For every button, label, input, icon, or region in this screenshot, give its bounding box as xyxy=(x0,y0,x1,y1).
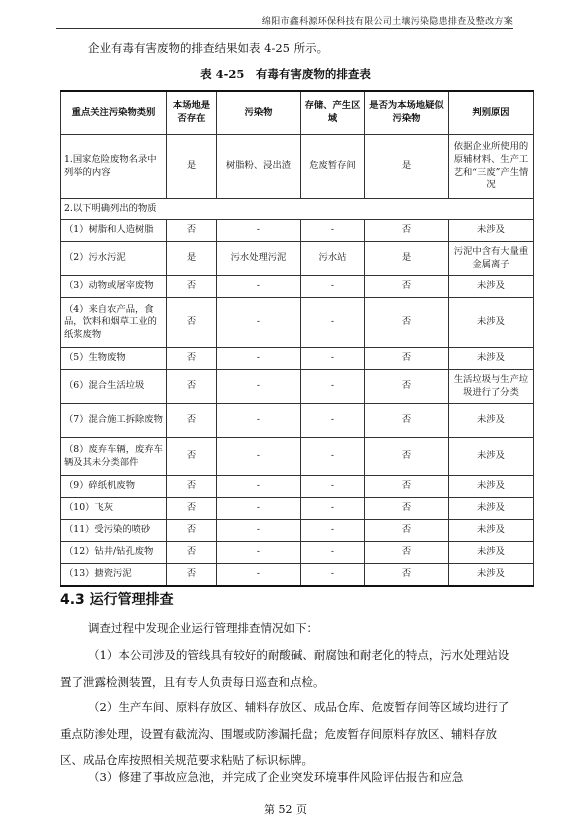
cell-suspected: 否 xyxy=(365,438,449,476)
cell-area: 危废暂存间 xyxy=(301,135,365,199)
cell-suspected: 否 xyxy=(365,348,449,370)
cell-suspected: 否 xyxy=(365,404,449,438)
cell-category: （1）树脂和人造树脂 xyxy=(61,220,167,242)
cell-area: - xyxy=(301,564,365,586)
cell-suspected: 否 xyxy=(365,564,449,586)
cell-pollutant: - xyxy=(217,404,301,438)
col-header-suspected: 是否为本场地疑似污染物 xyxy=(365,91,449,135)
cell-area: 污水站 xyxy=(301,242,365,276)
cell-reason: 未涉及 xyxy=(449,520,534,542)
table-row xyxy=(61,348,534,370)
col-header-category: 重点关注污染物类别 xyxy=(61,91,167,135)
table-row xyxy=(61,438,534,476)
table-row xyxy=(61,135,534,199)
table-row xyxy=(61,564,534,586)
table-section-row xyxy=(61,199,534,220)
cell-category: （4）来自农产品，食品，饮料和烟草工业的纸浆废物 xyxy=(61,298,167,348)
page-number: 第 52 页 xyxy=(264,803,307,816)
cell-area: - xyxy=(301,276,365,298)
cell-exists: 否 xyxy=(167,476,217,498)
header-rule xyxy=(56,28,513,29)
table-row xyxy=(61,220,534,242)
cell-exists: 否 xyxy=(167,276,217,298)
cell-reason: 污泥中含有大量重金属离子 xyxy=(449,242,534,276)
cell-suspected: 是 xyxy=(365,242,449,276)
table-row xyxy=(61,370,534,404)
cell-exists: 否 xyxy=(167,298,217,348)
intro-text: 企业有毒有害废物的排查结果如表 4-25 所示。 xyxy=(88,41,329,55)
cell-reason: 未涉及 xyxy=(449,542,534,564)
table-caption: 表 4-25 有毒有害废物的排查表 xyxy=(200,67,371,81)
cell-category: （5）生物废物 xyxy=(61,348,167,370)
paragraph: （2）生产车间、原料存放区、辅料存放区、成品仓库、危废暂存间等区域均进行了重点防渗处理，设置有截流沟、围堰或防渗漏托盘；危废暂存间原料存放区、辅料存放区、成品仓库按照相关规范要求粘贴了标识标牌。 xyxy=(60,700,510,767)
cell-exists: 否 xyxy=(167,370,217,404)
cell-category: （13）搪瓷污泥 xyxy=(61,564,167,586)
cell-exists: 否 xyxy=(167,564,217,586)
cell-reason: 未涉及 xyxy=(449,348,534,370)
cell-suspected: 否 xyxy=(365,370,449,404)
waste-screening-table xyxy=(60,90,534,587)
cell-pollutant: - xyxy=(217,498,301,520)
table-row xyxy=(61,520,534,542)
cell-pollutant: - xyxy=(217,438,301,476)
cell-reason: 生活垃圾与生产垃圾进行了分类 xyxy=(449,370,534,404)
table-row xyxy=(61,498,534,520)
cell-exists: 否 xyxy=(167,404,217,438)
page-header: 绵阳市鑫科源环保科技有限公司土壤污染隐患排查及整改方案 xyxy=(261,17,513,27)
cell-reason: 未涉及 xyxy=(449,476,534,498)
cell-reason: 未涉及 xyxy=(449,276,534,298)
cell-area: - xyxy=(301,498,365,520)
cell-exists: 否 xyxy=(167,438,217,476)
section-title: 4.3 运行管理排查 xyxy=(60,592,174,608)
cell-area: - xyxy=(301,404,365,438)
cell-pollutant: 树脂粉、浸出渣 xyxy=(217,135,301,199)
paragraph: 调查过程中发现企业运行管理排查情况如下： xyxy=(88,621,318,635)
table-header-row xyxy=(61,91,534,135)
cell-category: 1.国家危险废物名录中列举的内容 xyxy=(61,135,167,199)
cell-area: - xyxy=(301,348,365,370)
col-header-pollutant: 污染物 xyxy=(217,91,301,135)
col-header-reason: 判别原因 xyxy=(449,91,534,135)
cell-pollutant: - xyxy=(217,542,301,564)
cell-suspected: 否 xyxy=(365,220,449,242)
paragraph: （3）修建了事故应急池，并完成了企业突发环境事件风险评估报告和应急 xyxy=(88,770,464,784)
section-row-label: 2.以下明确列出的物质 xyxy=(61,199,534,220)
paragraph: （1）本公司涉及的管线具有较好的耐酸碱、耐腐蚀和耐老化的特点，污水处理站设置了泄露检测装置，且有专人负责每日巡查和点检。 xyxy=(60,648,510,689)
cell-area: - xyxy=(301,476,365,498)
cell-category: （2）污水污泥 xyxy=(61,242,167,276)
table-row xyxy=(61,276,534,298)
cell-category: （11）受污染的喷砂 xyxy=(61,520,167,542)
cell-area: - xyxy=(301,438,365,476)
cell-category: （6）混合生活垃圾 xyxy=(61,370,167,404)
cell-category: （12）钻井/钻孔废物 xyxy=(61,542,167,564)
table-row xyxy=(61,298,534,348)
cell-pollutant: 污水处理污泥 xyxy=(217,242,301,276)
cell-suspected: 否 xyxy=(365,476,449,498)
cell-pollutant: - xyxy=(217,220,301,242)
col-header-exists: 本场地是否存在 xyxy=(167,91,217,135)
cell-pollutant: - xyxy=(217,476,301,498)
table-row xyxy=(61,404,534,438)
cell-reason: 未涉及 xyxy=(449,404,534,438)
cell-reason: 未涉及 xyxy=(449,438,534,476)
cell-category: （3）动物或屠宰废物 xyxy=(61,276,167,298)
cell-exists: 否 xyxy=(167,498,217,520)
cell-category: （7）混合施工拆除废物 xyxy=(61,404,167,438)
cell-reason: 未涉及 xyxy=(449,220,534,242)
cell-suspected: 否 xyxy=(365,520,449,542)
cell-exists: 否 xyxy=(167,520,217,542)
cell-pollutant: - xyxy=(217,520,301,542)
cell-area: - xyxy=(301,542,365,564)
cell-exists: 是 xyxy=(167,242,217,276)
cell-reason: 未涉及 xyxy=(449,298,534,348)
cell-area: - xyxy=(301,298,365,348)
cell-exists: 否 xyxy=(167,542,217,564)
cell-suspected: 否 xyxy=(365,542,449,564)
cell-exists: 否 xyxy=(167,220,217,242)
cell-area: - xyxy=(301,370,365,404)
cell-pollutant: - xyxy=(217,348,301,370)
cell-reason: 未涉及 xyxy=(449,498,534,520)
cell-suspected: 是 xyxy=(365,135,449,199)
cell-reason: 未涉及 xyxy=(449,564,534,586)
table-row xyxy=(61,242,534,276)
cell-pollutant: - xyxy=(217,298,301,348)
cell-category: （10）飞灰 xyxy=(61,498,167,520)
cell-category: （8）废弃车辆，废弃车辆及其未分类部件 xyxy=(61,438,167,476)
cell-area: - xyxy=(301,220,365,242)
cell-pollutant: - xyxy=(217,276,301,298)
table-row xyxy=(61,542,534,564)
cell-pollutant: - xyxy=(217,564,301,586)
cell-category: （9）碎纸机废物 xyxy=(61,476,167,498)
cell-exists: 是 xyxy=(167,135,217,199)
table-row xyxy=(61,476,534,498)
cell-suspected: 否 xyxy=(365,276,449,298)
col-header-area: 存储、产生区域 xyxy=(301,91,365,135)
cell-exists: 否 xyxy=(167,348,217,370)
cell-suspected: 否 xyxy=(365,298,449,348)
cell-area: - xyxy=(301,520,365,542)
cell-pollutant: - xyxy=(217,370,301,404)
cell-reason: 依据企业所使用的原辅材料、生产工艺和“三废”产生情况 xyxy=(449,135,534,199)
cell-suspected: 否 xyxy=(365,498,449,520)
